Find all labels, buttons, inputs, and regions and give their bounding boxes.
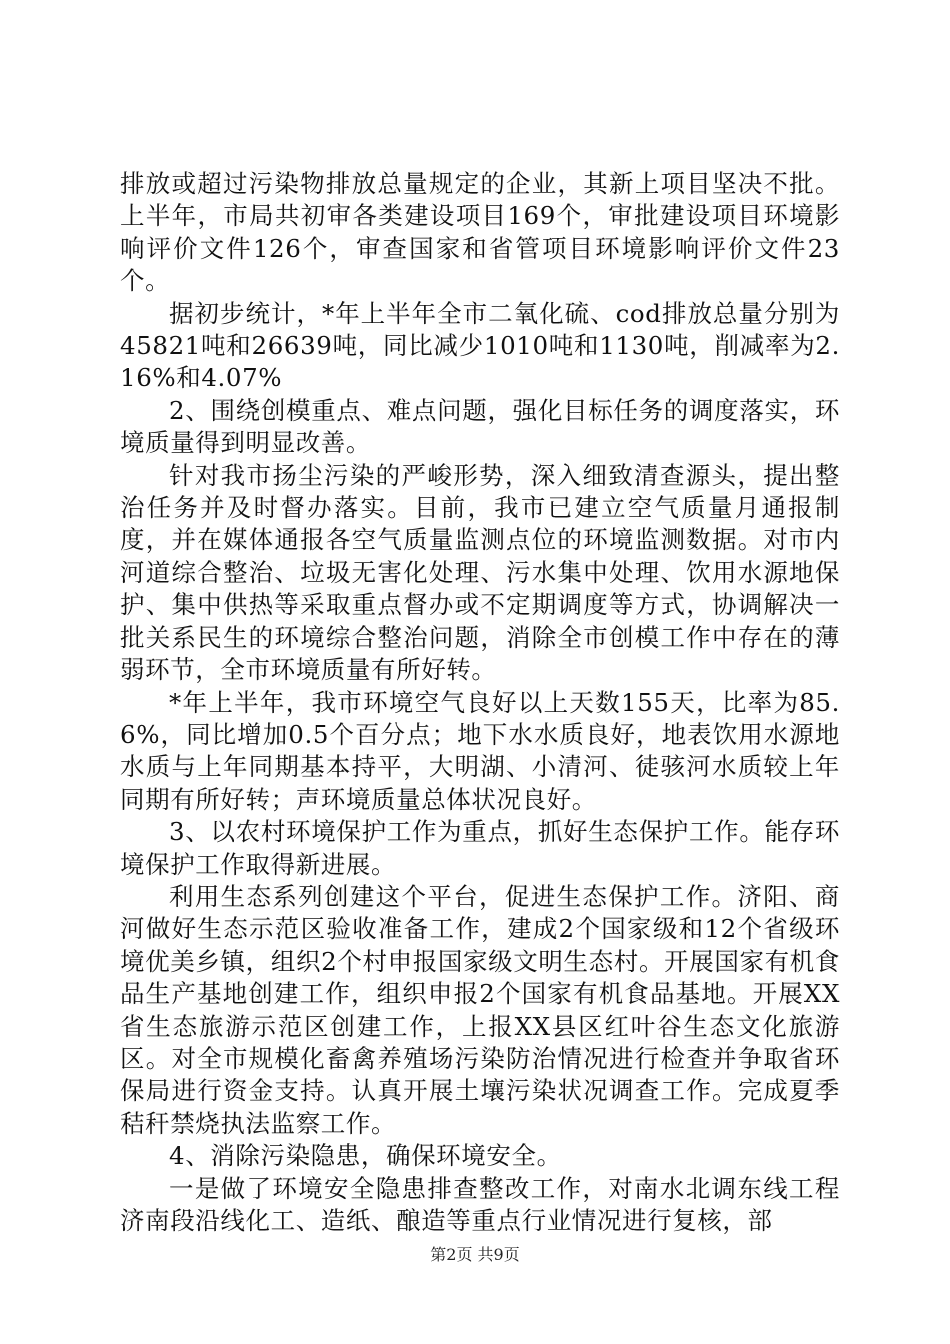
paragraph-7: 利用生态系列创建这个平台，促进生态保护工作。济阳、商河做好生态示范区验收准备工作，建成2个国家级和12个省级环境优美乡镇，组织2个村申报国家级文明生态村。开展国家有机食品生产基地创建工作，组织申报2个国家有机食品基地。开展XX省生态旅游示范区创建工作，上报XX县区红叶谷生态文化旅游区。对全市规模化畜禽养殖场污染防治情况进行检查并争取省环保局进行资金支持。认真开展土壤污染状况调查工作。完成夏季秸秆禁烧执法监察工作。 [120,881,840,1138]
paragraph-5: *年上半年，我市环境空气良好以上天数155天，比率为85.6%，同比增加0.5个百分点；地下水水质良好，地表饮用水源地水质与上年同期基本持平，大明湖、小清河、徒骇河水质较上年同期有所好转；声环境质量总体状况良好。 [120,687,840,814]
paragraph-8-heading: 4、消除污染隐患，确保环境安全。 [169,1141,562,1171]
document-body [120,168,840,1237]
paragraph-1: 排放或超过污染物排放总量规定的企业，其新上项目坚决不批。上半年，市局共初审各类建设项目169个，审批建设项目环境影响评价文件126个，审查国家和省管项目环境影响评价文件23个。 [120,169,840,296]
paragraph-6-heading: 3、以农村环境保护工作为重点，抓好生态保护工作。能存环境保护工作取得新进展。 [120,817,840,879]
page-number-footer: 第2页 共9页 [430,1245,520,1264]
paragraph-4: 针对我市扬尘污染的严峻形势，深入细致清查源头，提出整治任务并及时督办落实。目前，我市已建立空气质量月通报制度，并在媒体通报各空气质量监测点位的环境监测数据。对市内河道综合整治、垃圾无害化处理、污水集中处理、饮用水源地保护、集中供热等采取重点督办或不定期调度等方式，协调解决一批关系民生的环境综合整治问题，消除全市创模工作中存在的薄弱环节，全市环境质量有所好转。 [120,460,840,685]
paragraph-3-heading: 2、围绕创模重点、难点问题，强化目标任务的调度落实，环境质量得到明显改善。 [120,395,840,458]
paragraph-2: 据初步统计，*年上半年全市二氧化硫、cod排放总量分别为45821吨和26639吨，同比减少1010吨和1130吨，削减率为2.16%和4.07% [120,298,840,393]
paragraph-9: 一是做了环境安全隐患排查整改工作，对南水北调东线工程济南段沿线化工、造纸、酿造等重点行业情况进行复核，部 [120,1173,840,1235]
